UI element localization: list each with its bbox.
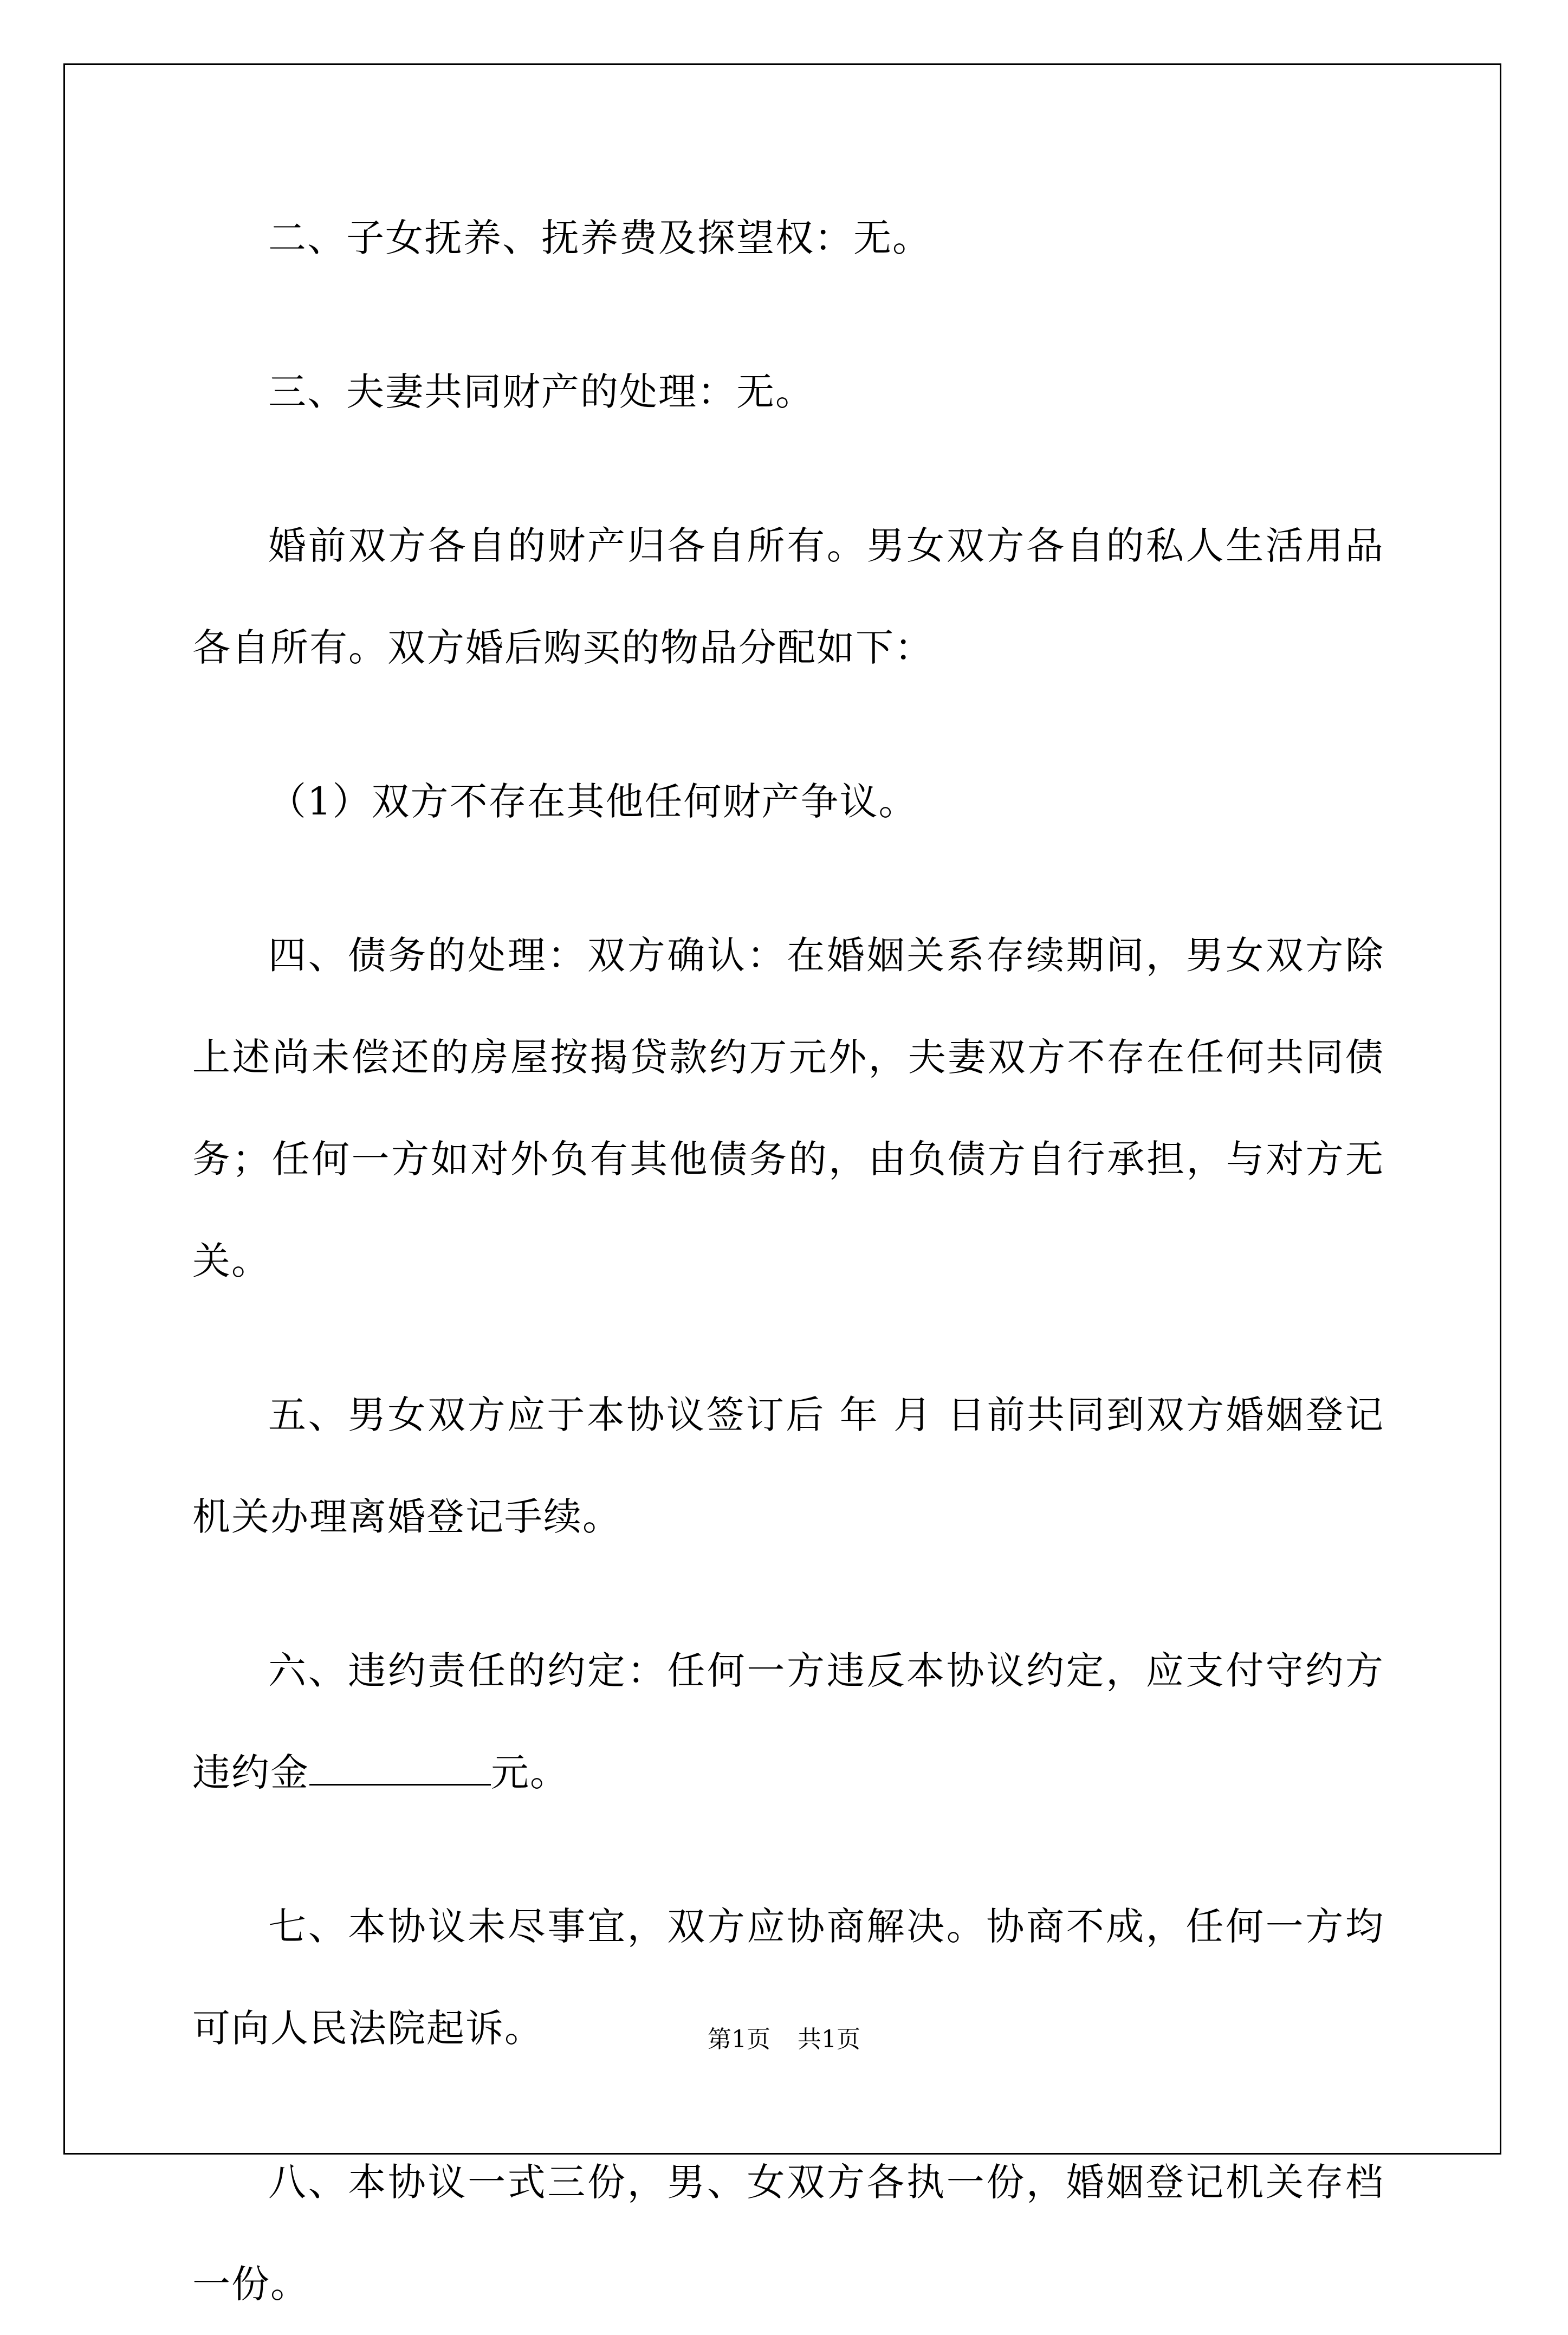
page-footer [0,2020,1568,2054]
page-total: 共1页 [798,2026,860,2053]
paragraph-3: 三、夫妻共同财产的处理：无。 [268,370,814,414]
document-body [192,187,1384,2335]
paragraph-6-unit: 元。 [491,1750,569,1795]
paragraph-2: 二、子女抚养、抚养费及探望权：无。 [268,216,931,260]
paragraph-property-item-1: （1）双方不存在其他任何财产争议。 [268,779,918,824]
paragraph-5: 五、男女双方应于本协议签订后 年 月 日前共同到双方婚姻登记机关办理离婚登记手续。 [192,1393,1384,1539]
paragraph-6-text: 六、违约责任的约定：任何一方违反本协议约定，应支付守约方违约金 [192,1648,1384,1795]
paragraph-8: 八、本协议一式三份，男、女双方各执一份，婚姻登记机关存档一份。 [192,2160,1384,2306]
paragraph-4: 四、债务的处理：双方确认：在婚姻关系存续期间，男女双方除上述尚未偿还的房屋按揭贷款约万元外，夫妻双方不存在任何共同债务；任何一方如对外负有其他债务的，由负债方自行承担，与对方无关。 [192,933,1384,1283]
penalty-amount-blank [309,1752,491,1786]
paragraph-6 [192,1620,1384,1823]
paragraph-property: 婚前双方各自的财产归各自所有。男女双方各自的私人生活用品各自所有。双方婚后购买的物品分配如下： [192,523,1384,670]
paragraph-7: 七、本协议未尽事宜，双方应协商解决。协商不成，任何一方均可向人民法院起诉。 [192,1904,1384,2051]
page-number: 第1页 [708,2026,770,2053]
